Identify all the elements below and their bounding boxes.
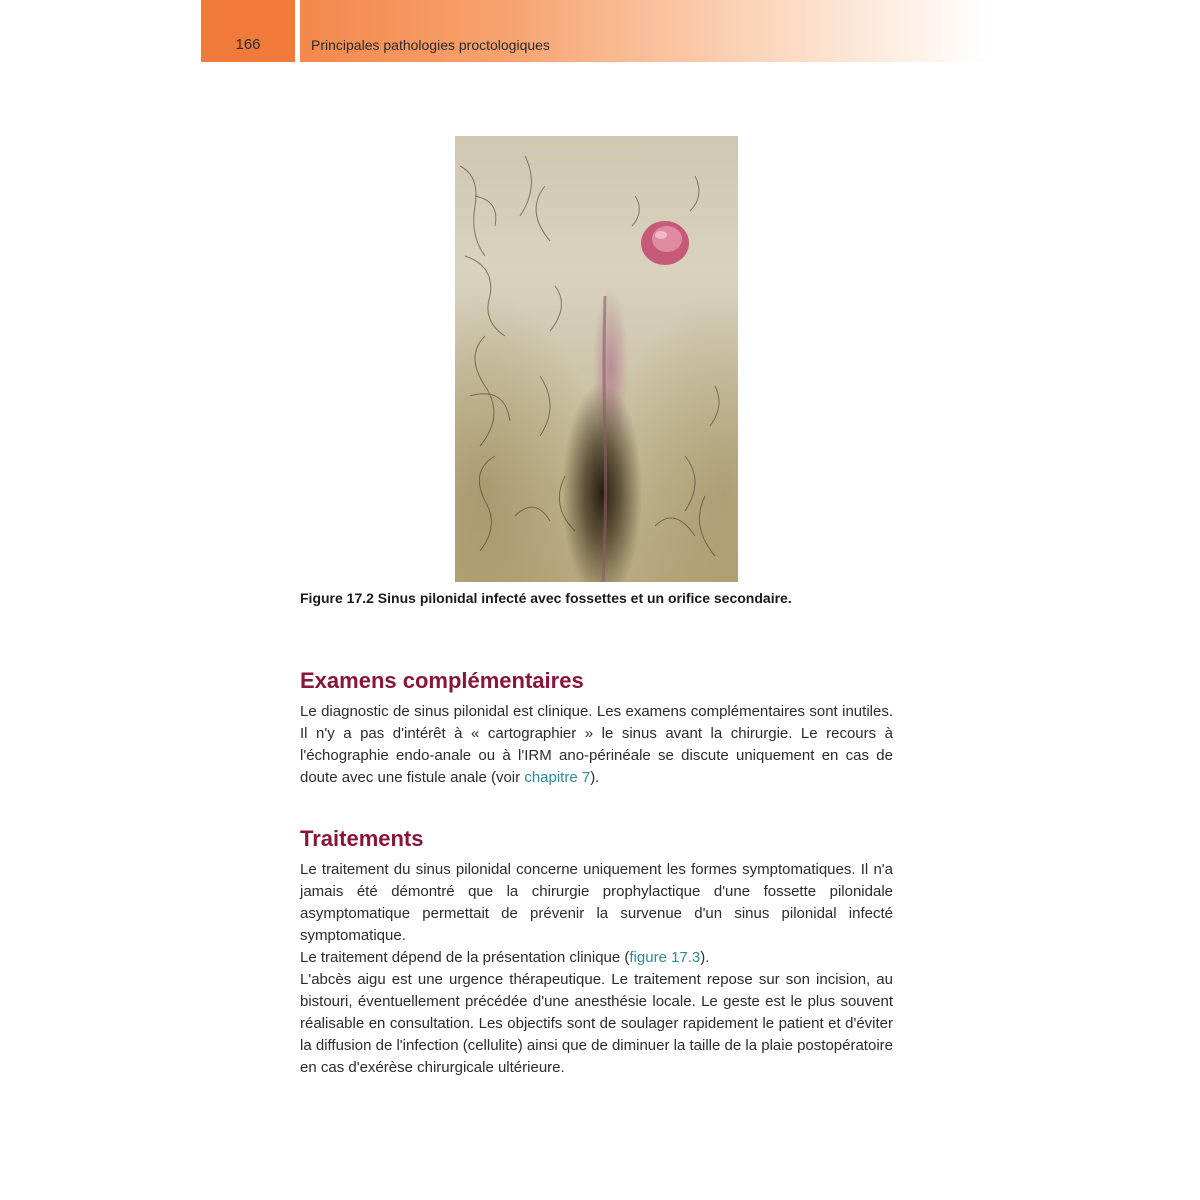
paragraph-traitements-2 xyxy=(300,947,893,969)
clinical-photo xyxy=(455,136,738,582)
figure-caption: Figure 17.2 Sinus pilonidal infecté avec fossettes et un orifice secondaire. xyxy=(300,590,792,606)
paragraph-text-end: ). xyxy=(700,949,710,966)
figure-link[interactable]: figure 17.3 xyxy=(629,949,701,966)
running-title: Principales pathologies proctologiques xyxy=(311,37,550,53)
paragraph-text-end: ). xyxy=(590,769,600,786)
page-number-box xyxy=(201,0,295,62)
running-header xyxy=(300,0,988,62)
paragraph-examens xyxy=(300,701,893,789)
paragraph-traitements-1: Le traitement du sinus pilonidal concerne uniquement les formes symptomatiques. Il n'a jamais été démontré que la chirurgie prophylactique d'une fossette pilonidale asymptomatique permettait de prévenir la survenue d'un sinus pilonidal infecté symptomatique. xyxy=(300,861,893,944)
page-number: 166 xyxy=(235,36,261,53)
chapter-link[interactable]: chapitre 7 xyxy=(524,769,591,786)
section-title-traitements: Traitements xyxy=(300,826,424,851)
paragraph-text: Le diagnostic de sinus pilonidal est clinique. Les examens complémentaires sont inutiles. Il n'y a pas d'intérêt à « cartographier » le sinus avant la chirurgie. Le recours à l'échographie endo-anale ou à l'IRM ano-périnéale se discute uniquement en cas de doute avec une fistule anale (voir xyxy=(300,703,893,786)
paragraph-traitements-3: L'abcès aigu est une urgence thérapeutique. Le traitement repose sur son incision, au bistouri, éventuellement précédée d'une anesthésie locale. Le geste est le plus souvent réalisable en consultation. Les objectifs sont de soulager rapidement le patient et d'éviter la diffusion de l'infection (cellulite) ainsi que de diminuer la taille de la plaie postopératoire en cas d'exérèse chirurgicale ultérieure. xyxy=(300,971,893,1076)
section-title-examens: Examens complémentaires xyxy=(300,668,584,693)
paragraph-text: Le traitement dépend de la présentation clinique ( xyxy=(300,949,630,966)
